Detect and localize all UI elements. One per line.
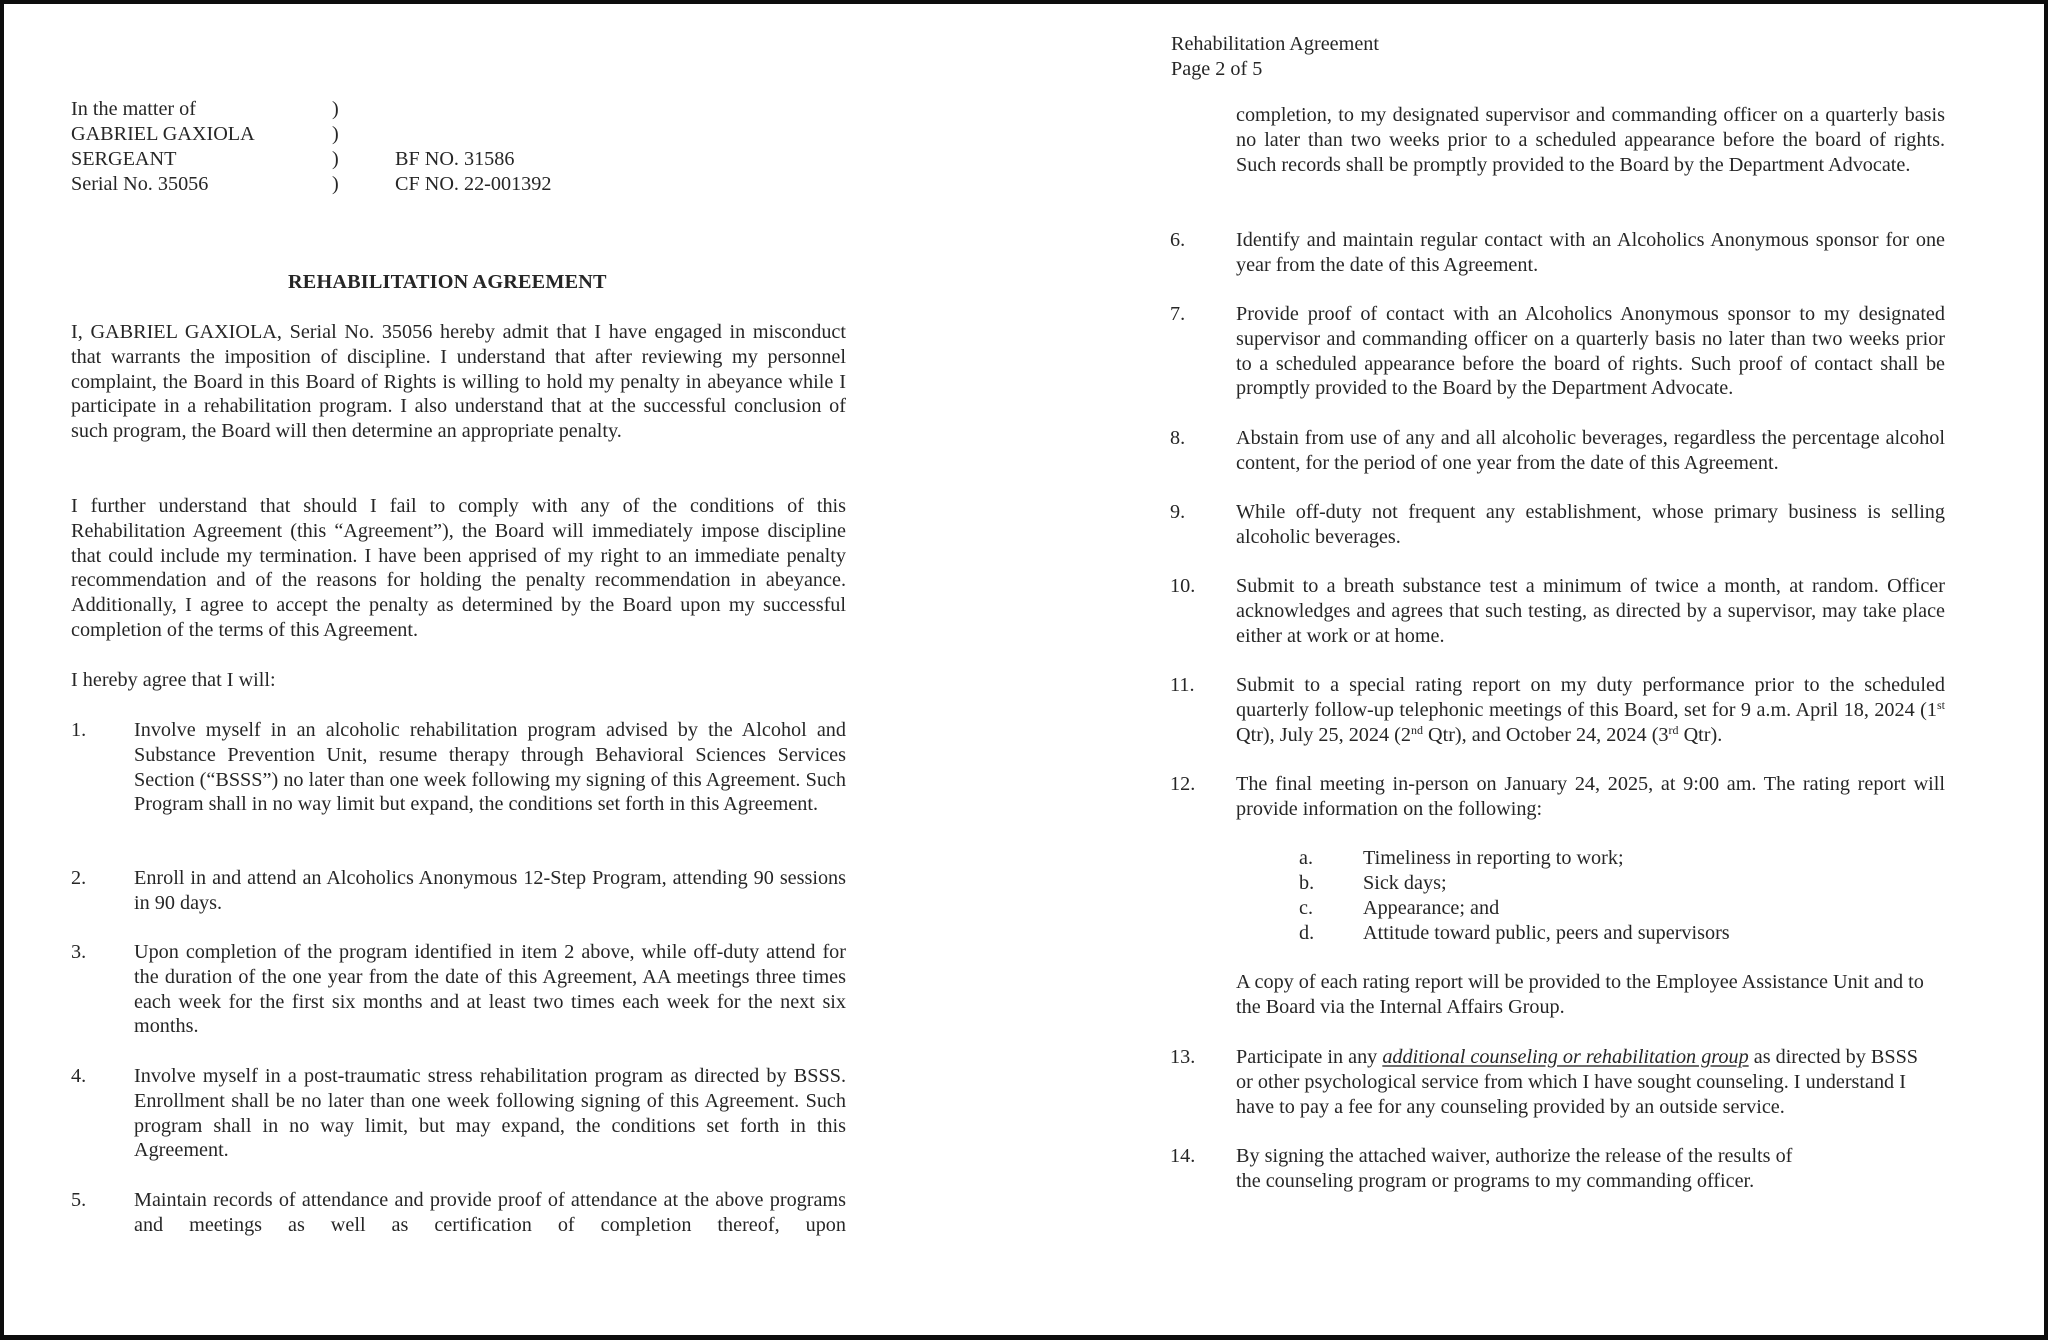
sub-item-label: c.	[1299, 897, 1314, 919]
item-text: Identify and maintain regular contact with an Alcoholics Anonymous sponsor for one year from the date of this Agreement.	[1236, 229, 1945, 276]
caption-paren: )	[332, 173, 339, 195]
caption-paren: )	[332, 98, 339, 120]
item-number: 8.	[1170, 427, 1186, 449]
item-number: 9.	[1170, 501, 1186, 523]
sub-item-text: Sick days;	[1363, 872, 1447, 894]
item-text: While off-duty not frequent any establishment, whose primary business is selling alcoholic beverages.	[1236, 501, 1945, 548]
sub-item-text: Appearance; and	[1363, 897, 1500, 919]
item-number: 11.	[1170, 674, 1195, 696]
item-number: 13.	[1170, 1046, 1196, 1068]
item-number: 2.	[71, 867, 87, 889]
item-number: 14.	[1170, 1145, 1196, 1167]
caption-line-rank: SERGEANT	[71, 148, 177, 170]
caption-paren: )	[332, 123, 339, 145]
item-text: Involve myself in a post-traumatic stress rehabilitation program as directed by BSSS. Enrollment shall be no later than one week following signing of this Agreement. Such program shall in no way limit, but may expand, the conditions set forth in this Agreement.	[134, 1065, 846, 1162]
sub-item-label: a.	[1299, 847, 1314, 869]
item-text: Abstain from use of any and all alcoholic beverages, regardless the percentage alcohol content, for the period of one year from the date of this Agreement.	[1236, 427, 1945, 474]
item-number: 4.	[71, 1065, 87, 1087]
caption-line-name: GABRIEL GAXIOLA	[71, 123, 255, 145]
admission-paragraph: I, GABRIEL GAXIOLA, Serial No. 35056 hereby admit that I have engaged in misconduct that warrants the imposition of discipline. I understand that after reviewing my personnel complaint, the Board in this Board of Rights is willing to hold my penalty in abeyance while I participate in a rehabilitation program. I also understand that at the successful conclusion of such program, the Board will then determine an appropriate penalty.	[71, 321, 846, 443]
sub-item-label: b.	[1299, 872, 1315, 894]
item-text: Upon completion of the program identified in item 2 above, while off-duty attend for the duration of the one year from the date of this Agreement, AA meetings three times each week for the first six months and at least two times each week for the next six months.	[134, 941, 846, 1038]
item-number: 12.	[1170, 773, 1196, 795]
sub-item-text: Timeliness in reporting to work;	[1363, 847, 1624, 869]
item-text: Submit to a breath substance test a minimum of twice a month, at random. Officer acknowledges and agrees that such testing, as directed by a supervisor, may take place either at work or at home.	[1236, 575, 1945, 647]
item-number: 1.	[71, 719, 87, 741]
item-text: Maintain records of attendance and provide proof of attendance at the above programs and meetings as well as certification of completion thereof, upon	[134, 1189, 846, 1236]
item-number: 10.	[1170, 575, 1196, 597]
caption-paren: )	[332, 148, 339, 170]
running-header-title: Rehabilitation Agreement	[1171, 33, 1379, 55]
item-text: Participate in any additional counseling or rehabilitation group as directed by BSSS or other psychological service from which I have sought counseling. I understand I have to pay a fee for any counseling provided by an outside service.	[1236, 1046, 1919, 1118]
item-number: 6.	[1170, 229, 1186, 251]
item-text: Submit to a special rating report on my duty performance prior to the scheduled quarterly follow-up telephonic meetings of this Board, set for 9 a.m. April 18, 2024 (1st Qtr), July 25, 2024 (2nd Qtr), and October 24, 2024 (3rd Qtr).	[1236, 674, 1945, 746]
item-text: By signing the attached waiver, authorize the release of the results of the counseling program or programs to my commanding officer.	[1236, 1145, 1793, 1192]
agreement-intro: I hereby agree that I will:	[71, 669, 276, 691]
rating-report-copy-note: A copy of each rating report will be provided to the Employee Assistance Unit and to the Board via the Internal Affairs Group.	[1236, 971, 1924, 1018]
item-text: Enroll in and attend an Alcoholics Anonymous 12-Step Program, attending 90 sessions in 90 days.	[134, 867, 846, 914]
bf-number: BF NO. 31586	[395, 148, 515, 170]
caption-line-serial: Serial No. 35056	[71, 173, 209, 195]
sub-item-label: d.	[1299, 922, 1315, 944]
item-text: Involve myself in an alcoholic rehabilitation program advised by the Alcohol and Substance Prevention Unit, resume therapy through Behavioral Sciences Services Section (“BSSS”) no later than one week following my signing of this Agreement. Such Program shall in no way limit but expand, the conditions set forth in this Agreement.	[134, 719, 846, 816]
page-number: Page 2 of 5	[1171, 58, 1263, 80]
document-title: REHABILITATION AGREEMENT	[288, 271, 607, 293]
conditions-paragraph: I further understand that should I fail to comply with any of the conditions of this Rehabilitation Agreement (this “Agreement”), the Board will immediately impose discipline that could include my termination. I have been apprised of my right to an immediate penalty recommendation and of the reasons for holding the penalty recommendation in abeyance. Additionally, I agree to accept the penalty as determined by the Board upon my successful completion of the terms of this Agreement.	[71, 495, 846, 641]
item-text: Provide proof of contact with an Alcoholics Anonymous sponsor to my designated supervisor and commanding officer on a quarterly basis no later than two weeks prior to a scheduled appearance before the board of rights. Such proof of contact shall be promptly provided to the Board by the Department Advocate.	[1236, 303, 1945, 400]
item-text: The final meeting in-person on January 24, 2025, at 9:00 am. The rating report will provide information on the following:	[1236, 773, 1945, 820]
emphasized-phrase: additional counseling or rehabilitation group	[1382, 1046, 1749, 1068]
caption-line-matter: In the matter of	[71, 98, 196, 120]
sub-item-text: Attitude toward public, peers and supervisors	[1363, 922, 1730, 944]
item-number: 5.	[71, 1189, 87, 1211]
item-5-continuation: completion, to my designated supervisor and commanding officer on a quarterly basis no later than two weeks prior to a scheduled appearance before the board of rights. Such records shall be promptly provided to the Board by the Department Advocate.	[1236, 104, 1945, 176]
item-number: 7.	[1170, 303, 1186, 325]
cf-number: CF NO. 22-001392	[395, 173, 552, 195]
item-number: 3.	[71, 941, 87, 963]
